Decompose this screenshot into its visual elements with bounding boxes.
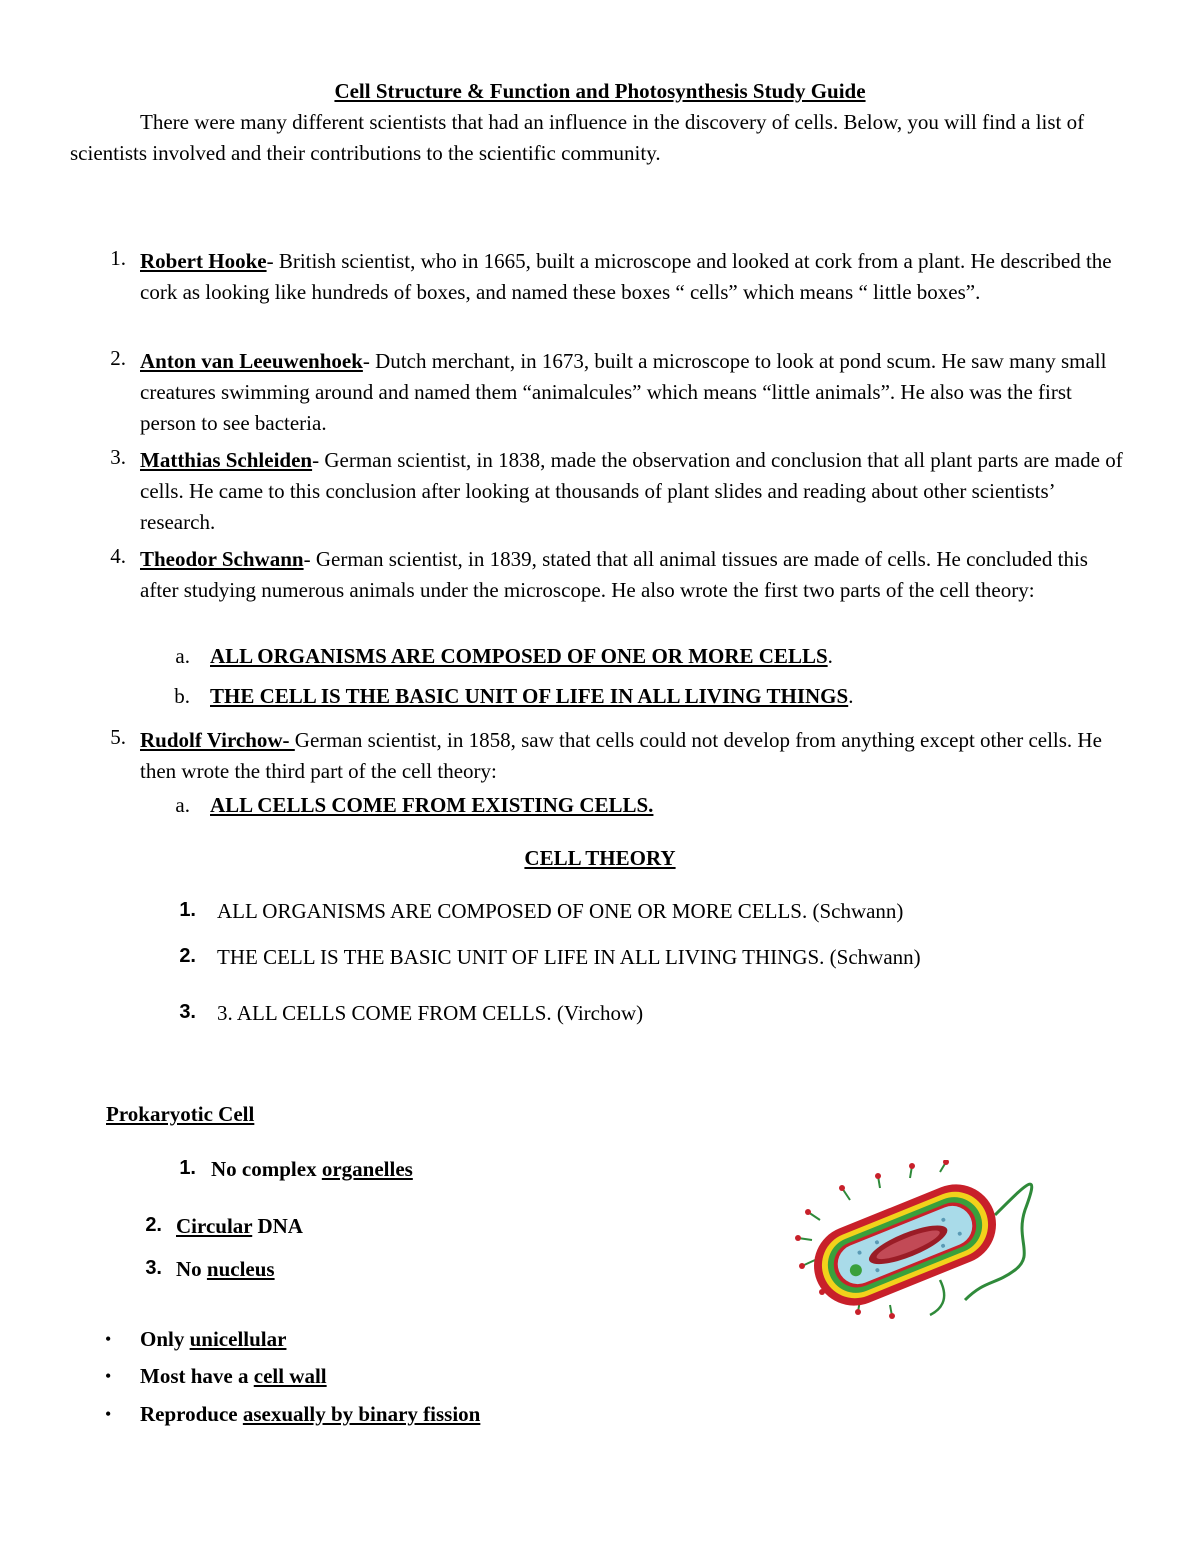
list-number: 3. [110, 445, 126, 469]
scientist-name: Robert Hooke [140, 249, 267, 273]
scientist-name: Matthias Schleiden [140, 448, 313, 472]
intro-paragraph [70, 107, 1130, 169]
bullet-item [140, 1402, 480, 1427]
scientist-name: Theodor Schwann [140, 547, 304, 571]
page-title: Cell Structure & Function and Photosynthesis Study Guide [334, 79, 866, 103]
bullet-underlined: asexually by binary fission [242, 1402, 481, 1426]
scientist-desc: German scientist, in 1858, saw that cells could not develop from anything except other cells. He then wrote the third part of the cell theory: [140, 728, 1102, 783]
theory-number: 3. [179, 1001, 196, 1023]
schwann-part-a [210, 644, 833, 669]
scientist-leeuwenhoek [140, 346, 1130, 439]
bullet-icon: • [105, 1404, 112, 1424]
flagellum [930, 1280, 944, 1315]
scientist-schleiden [140, 445, 1130, 538]
scientist-virchow [140, 725, 1130, 787]
theory-item: ALL ORGANISMS ARE COMPOSED OF ONE OR MORE CELLS. (Schwann) [217, 899, 904, 923]
statement-end: . [848, 684, 854, 708]
scientist-name: Anton van Leeuwenhoek [140, 349, 363, 373]
bullet-underlined: unicellular [189, 1327, 287, 1351]
pk-after: DNA [252, 1214, 303, 1238]
cell-body [802, 1172, 1008, 1317]
list-number: 5. [110, 725, 126, 749]
schwann-part-b [210, 684, 853, 709]
pk-number: 1. [179, 1157, 196, 1179]
scientist-schwann [140, 544, 1130, 606]
pk-underlined: Circular [176, 1214, 253, 1238]
pk-item [176, 1257, 275, 1282]
theory-number: 1. [179, 899, 196, 921]
scientist-name: Rudolf Virchow- [140, 728, 295, 752]
scientist-desc: - German scientist, in 1839, stated that all animal tissues are made of cells. He concluded this after studying numerous animals under the microscope. He also wrote the first two parts of the cell theory: [140, 547, 1088, 602]
statement-end: . [827, 644, 833, 668]
sub-letter: a. [175, 793, 190, 817]
sub-letter: b. [174, 684, 190, 708]
bullet-item [140, 1327, 286, 1352]
virchow-part-a: ALL CELLS COME FROM EXISTING CELLS. [210, 793, 654, 817]
list-number: 4. [110, 544, 126, 568]
pk-number: 2. [145, 1214, 162, 1236]
bullet-plain: Only [140, 1327, 190, 1351]
pk-item [211, 1157, 413, 1182]
bullet-icon: • [105, 1329, 112, 1349]
prokaryotic-cell-illustration [790, 1160, 1040, 1320]
pk-number: 3. [145, 1257, 162, 1279]
bullet-icon: • [105, 1366, 112, 1386]
list-number: 2. [110, 346, 126, 370]
theory-number: 2. [179, 945, 196, 967]
bullet-item [140, 1364, 327, 1389]
theory-item: 3. ALL CELLS COME FROM CELLS. (Virchow) [217, 1001, 644, 1025]
prokaryotic-heading: Prokaryotic Cell [106, 1102, 255, 1126]
theory-item: THE CELL IS THE BASIC UNIT OF LIFE IN ALL LIVING THINGS. (Schwann) [217, 945, 921, 969]
intro-text: There were many different scientists that had an influence in the discovery of cells. Below, you will find a list of scientists involved and their contributions to the scientific community. [70, 110, 1085, 165]
pk-plain: No complex [211, 1157, 322, 1181]
pk-plain: No [176, 1257, 207, 1281]
pk-underlined: nucleus [206, 1257, 275, 1281]
scientist-desc: - British scientist, who in 1665, built a microscope and looked at cork from a plant. He described the cork as looking like hundreds of boxes, and named these boxes “ cells” which means “ little boxes”. [140, 249, 1112, 304]
cell-theory-heading: CELL THEORY [524, 846, 676, 870]
pk-item [176, 1214, 303, 1239]
bullet-plain: Reproduce [140, 1402, 243, 1426]
scientist-hooke [140, 246, 1130, 308]
list-number: 1. [110, 246, 126, 270]
sub-letter: a. [175, 644, 190, 668]
bullet-plain: Most have a [140, 1364, 254, 1388]
theory-statement: THE CELL IS THE BASIC UNIT OF LIFE IN ALL LIVING THINGS [210, 684, 849, 708]
pk-underlined: organelles [321, 1157, 413, 1181]
scientist-desc: - German scientist, in 1838, made the observation and conclusion that all plant parts are made of cells. He came to this conclusion after looking at thousands of plant slides and reading about other scientists’ research. [140, 448, 1123, 534]
theory-statement: ALL ORGANISMS ARE COMPOSED OF ONE OR MORE CELLS [210, 644, 828, 668]
scientist-desc: - Dutch merchant, in 1673, built a microscope to look at pond scum. He saw many small creatures swimming around and named them “animalcules” which means “little animals”. He also was the first person to see bacteria. [140, 349, 1107, 435]
bullet-underlined: cell wall [253, 1364, 327, 1388]
